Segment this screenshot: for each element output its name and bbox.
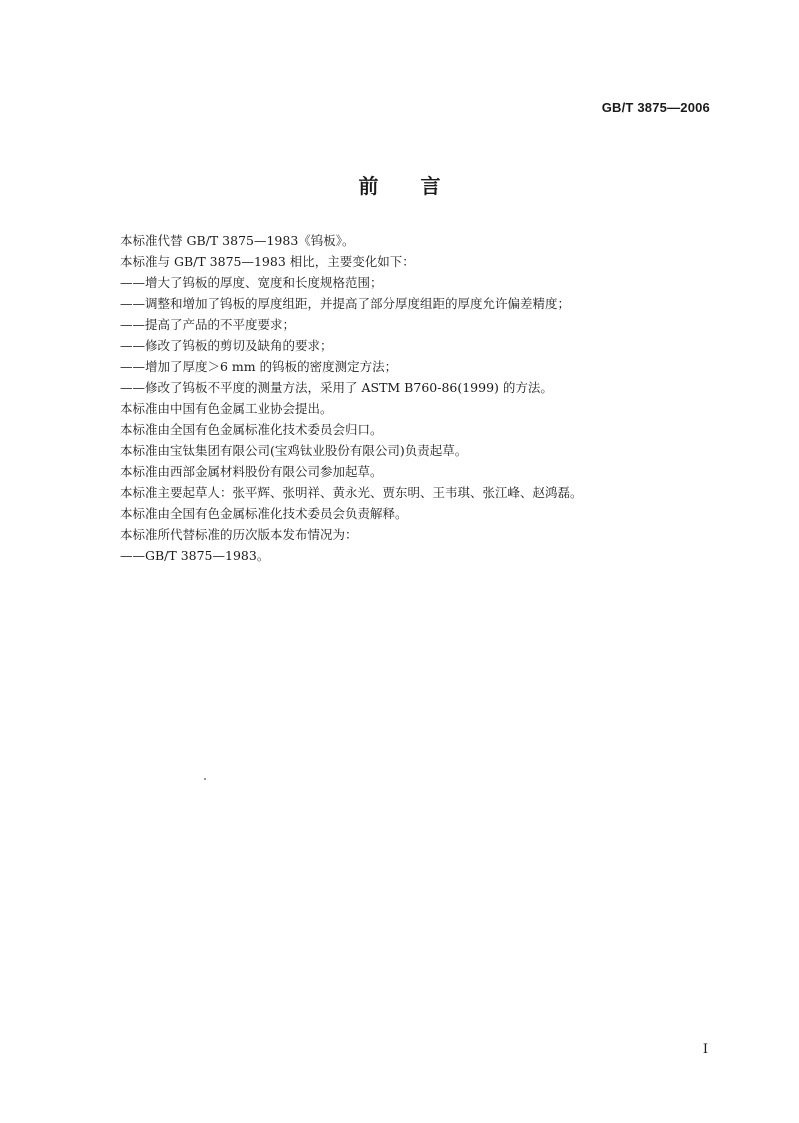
- page-title: 前言: [358, 174, 483, 198]
- foreword-line: ——修改了钨板不平度的测量方法，采用了 ASTM B760-86(1999) 的方法。: [120, 380, 553, 395]
- foreword-line: 本标准由全国有色金属标准化技术委员会负责解释。: [120, 506, 408, 521]
- foreword-line: 本标准由宝钛集团有限公司(宝鸡钛业股份有限公司)负责起草。: [120, 443, 468, 458]
- foreword-line: 本标准由中国有色金属工业协会提出。: [120, 401, 333, 416]
- foreword-line: 本标准所代替标准的历次版本发布情况为：: [120, 527, 358, 542]
- scan-speck: [204, 778, 206, 780]
- foreword-line: ——GB/T 3875—1983。: [120, 548, 270, 563]
- foreword-body: [120, 230, 720, 566]
- standard-code: GB/T 3875—2006: [601, 100, 710, 115]
- foreword-line: 本标准代替 GB/T 3875—1983《钨板》。: [120, 233, 355, 248]
- foreword-line: ——调整和增加了钨板的厚度组距，并提高了部分厚度组距的厚度允许偏差精度；: [120, 296, 571, 311]
- foreword-line: 本标准主要起草人：张平辉、张明祥、黄永光、贾东明、王韦琪、张江峰、赵鸿磊。: [120, 485, 583, 500]
- foreword-line: ——提高了产品的不平度要求；: [120, 317, 296, 332]
- foreword-line: 本标准由全国有色金属标准化技术委员会归口。: [120, 422, 383, 437]
- foreword-line: ——增大了钨板的厚度、宽度和长度规格范围；: [120, 275, 383, 290]
- foreword-line: 本标准与 GB/T 3875—1983 相比，主要变化如下：: [120, 254, 415, 269]
- page-number: I: [702, 1042, 708, 1057]
- foreword-line: ——增加了厚度＞6 mm 的钨板的密度测定方法；: [120, 359, 398, 374]
- foreword-line: 本标准由西部金属材料股份有限公司参加起草。: [120, 464, 383, 479]
- foreword-line: ——修改了钨板的剪切及缺角的要求；: [120, 338, 333, 353]
